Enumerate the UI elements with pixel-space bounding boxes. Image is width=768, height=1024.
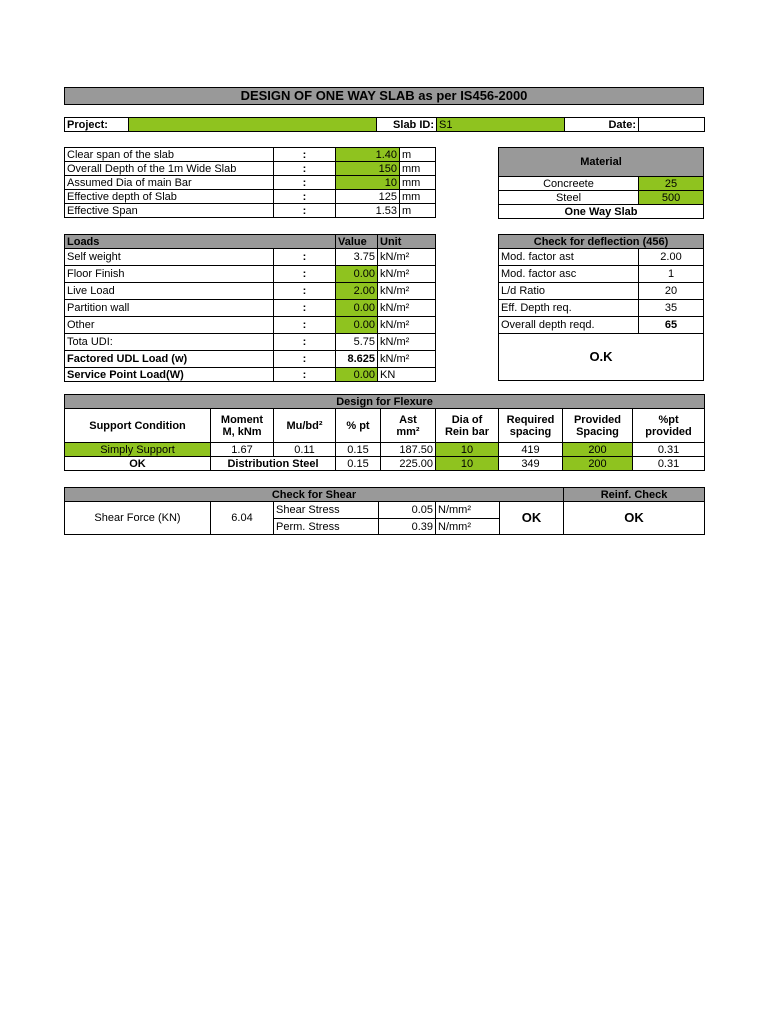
factored-udl-value: 8.625 — [336, 351, 378, 368]
load-label: Service Point Load(W) — [65, 368, 274, 382]
input-unit: mm — [400, 162, 436, 176]
shear-table — [64, 487, 705, 535]
distribution-steel-label: Distribution Steel — [211, 457, 336, 471]
floor-finish-input[interactable]: 0.00 — [336, 266, 378, 283]
table-row — [65, 457, 705, 471]
load-unit: kN/m² — [378, 351, 436, 368]
dist-bar-dia-input[interactable]: 10 — [436, 457, 499, 471]
pt-value: 0.15 — [336, 457, 381, 471]
provided-header-line1: Provided — [573, 413, 622, 426]
moment-header — [211, 409, 274, 443]
deflection-value: 35 — [639, 300, 704, 317]
input-label: Assumed Dia of main Bar — [65, 176, 274, 190]
material-header: Material — [499, 148, 704, 177]
shear-force-label: Shear Force (KN) — [65, 502, 211, 535]
deflection-value: 2.00 — [639, 249, 704, 266]
input-row — [65, 148, 436, 162]
deflection-table — [498, 234, 704, 381]
sheet-title: DESIGN OF ONE WAY SLAB as per IS456-2000 — [64, 87, 704, 105]
colon: : — [274, 317, 336, 334]
shear-stress-label: Shear Stress — [274, 502, 379, 519]
required-spacing-value: 419 — [499, 443, 563, 457]
loads-table — [64, 234, 436, 382]
provided-spacing-header — [563, 409, 633, 443]
input-row — [65, 204, 436, 218]
dist-provided-spacing-input[interactable]: 200 — [563, 457, 633, 471]
required-header-line2: spacing — [509, 425, 552, 438]
deflection-label: Mod. factor ast — [499, 249, 639, 266]
pt-provided-value: 0.31 — [633, 443, 705, 457]
load-label: Partition wall — [65, 300, 274, 317]
ast-value: 187.50 — [381, 443, 436, 457]
input-label: Effective depth of Slab — [65, 190, 274, 204]
pt-provided-value: 0.31 — [633, 457, 705, 471]
effective-depth-value: 125 — [336, 190, 400, 204]
colon: : — [274, 148, 336, 162]
deflection-value: 1 — [639, 266, 704, 283]
input-label: Overall Depth of the 1m Wide Slab — [65, 162, 274, 176]
provided-spacing-input[interactable]: 200 — [563, 443, 633, 457]
flexure-header: Design for Flexure — [65, 395, 705, 409]
perm-stress-unit: N/mm² — [436, 519, 500, 535]
value-header: Value — [336, 235, 378, 249]
deflection-label: L/d Ratio — [499, 283, 639, 300]
concrete-label: Concreete — [499, 177, 639, 191]
bar-dia-input[interactable]: 10 — [336, 176, 400, 190]
overall-depth-input[interactable]: 150 — [336, 162, 400, 176]
input-label: Clear span of the slab — [65, 148, 274, 162]
shear-force-value: 6.04 — [211, 502, 274, 535]
project-row — [64, 117, 705, 132]
unit-header: Unit — [378, 235, 436, 249]
slab-id-input[interactable]: S1 — [437, 118, 565, 132]
main-bar-dia-input[interactable]: 10 — [436, 443, 499, 457]
moment-header-line2: M, kNm — [222, 425, 262, 438]
slab-id-label: Slab ID: — [377, 118, 437, 132]
pt-value: 0.15 — [336, 443, 381, 457]
dia-header — [436, 409, 499, 443]
required-header-line1: Required — [506, 413, 555, 426]
live-load-input[interactable]: 2.00 — [336, 283, 378, 300]
reinf-check-header: Reinf. Check — [564, 488, 705, 502]
concrete-grade-input[interactable]: 25 — [639, 177, 704, 191]
effective-span-value: 1.53 — [336, 204, 400, 218]
load-label: Other — [65, 317, 274, 334]
required-spacing-value: 349 — [499, 457, 563, 471]
deflection-result: O.K — [499, 334, 704, 381]
colon: : — [274, 283, 336, 300]
moment-value: 1.67 — [211, 443, 274, 457]
perm-stress-label: Perm. Stress — [274, 519, 379, 535]
deflection-label: Overall depth reqd. — [499, 317, 639, 334]
self-weight-value: 3.75 — [336, 249, 378, 266]
pt-provided-header — [633, 409, 705, 443]
table-row — [65, 443, 705, 457]
clear-span-input[interactable]: 1.40 — [336, 148, 400, 162]
reinf-check-result: OK — [564, 502, 705, 535]
load-unit: kN/m² — [378, 283, 436, 300]
input-unit: m — [400, 148, 436, 162]
service-point-load-input[interactable]: 0.00 — [336, 368, 378, 382]
shear-stress-value: 0.05 — [379, 502, 436, 519]
shear-header: Check for Shear — [65, 488, 564, 502]
input-row — [65, 162, 436, 176]
perm-stress-value: 0.39 — [379, 519, 436, 535]
mubd-value: 0.11 — [274, 443, 336, 457]
steel-grade-input[interactable]: 500 — [639, 191, 704, 205]
colon: : — [274, 368, 336, 382]
load-unit: kN/m² — [378, 266, 436, 283]
shear-stress-unit: N/mm² — [436, 502, 500, 519]
provided-header-line2: Spacing — [576, 425, 619, 438]
material-table — [498, 147, 704, 219]
ast-header — [381, 409, 436, 443]
load-label: Live Load — [65, 283, 274, 300]
load-label: Self weight — [65, 249, 274, 266]
ast-header-line1: Ast — [399, 413, 417, 426]
input-unit: m — [400, 204, 436, 218]
load-unit: kN/m² — [378, 300, 436, 317]
load-label: Floor Finish — [65, 266, 274, 283]
colon: : — [274, 176, 336, 190]
load-label: Factored UDL Load (w) — [65, 351, 274, 368]
input-unit: mm — [400, 176, 436, 190]
project-label: Project: — [65, 118, 129, 132]
colon: : — [274, 204, 336, 218]
date-label: Date: — [565, 118, 639, 132]
slab-type: One Way Slab — [499, 205, 704, 219]
ast-value: 225.00 — [381, 457, 436, 471]
flexure-table — [64, 394, 705, 471]
inputs-table — [64, 147, 436, 218]
other-load-input[interactable]: 0.00 — [336, 317, 378, 334]
steel-label: Steel — [499, 191, 639, 205]
pt-provided-header-line1: %pt — [658, 413, 679, 426]
load-unit: kN/m² — [378, 249, 436, 266]
flexure-status: OK — [65, 457, 211, 471]
input-row — [65, 190, 436, 204]
colon: : — [274, 249, 336, 266]
load-label: Tota UDI: — [65, 334, 274, 351]
colon: : — [274, 300, 336, 317]
support-condition-header: Support Condition — [65, 409, 211, 443]
deflection-label: Eff. Depth req. — [499, 300, 639, 317]
deflection-value: 20 — [639, 283, 704, 300]
ast-header-line2: mm² — [396, 425, 420, 438]
input-row — [65, 176, 436, 190]
date-input[interactable] — [639, 118, 705, 132]
colon: : — [274, 266, 336, 283]
deflection-header: Check for deflection (456) — [499, 235, 704, 249]
pt-provided-header-line2: provided — [645, 425, 692, 438]
load-unit: KN — [378, 368, 436, 382]
moment-header-line1: Moment — [220, 413, 264, 426]
input-label: Effective Span — [65, 204, 274, 218]
load-unit: kN/m² — [378, 317, 436, 334]
support-condition-select[interactable]: Simply Support — [65, 443, 211, 457]
deflection-value: 65 — [639, 317, 704, 334]
deflection-label: Mod. factor asc — [499, 266, 639, 283]
dia-header-line2: Rein bar — [444, 425, 489, 438]
colon: : — [274, 334, 336, 351]
loads-header: Loads — [65, 235, 336, 249]
mubd-header: Mu/bd² — [274, 409, 336, 443]
pt-header: % pt — [336, 409, 381, 443]
required-spacing-header — [499, 409, 563, 443]
colon: : — [274, 162, 336, 176]
partition-wall-input[interactable]: 0.00 — [336, 300, 378, 317]
project-input[interactable] — [129, 118, 377, 132]
dia-header-line1: Dia of — [451, 413, 483, 426]
input-unit: mm — [400, 190, 436, 204]
colon: : — [274, 190, 336, 204]
shear-result: OK — [500, 502, 564, 535]
colon: : — [274, 351, 336, 368]
total-udl-value: 5.75 — [336, 334, 378, 351]
load-unit: kN/m² — [378, 334, 436, 351]
